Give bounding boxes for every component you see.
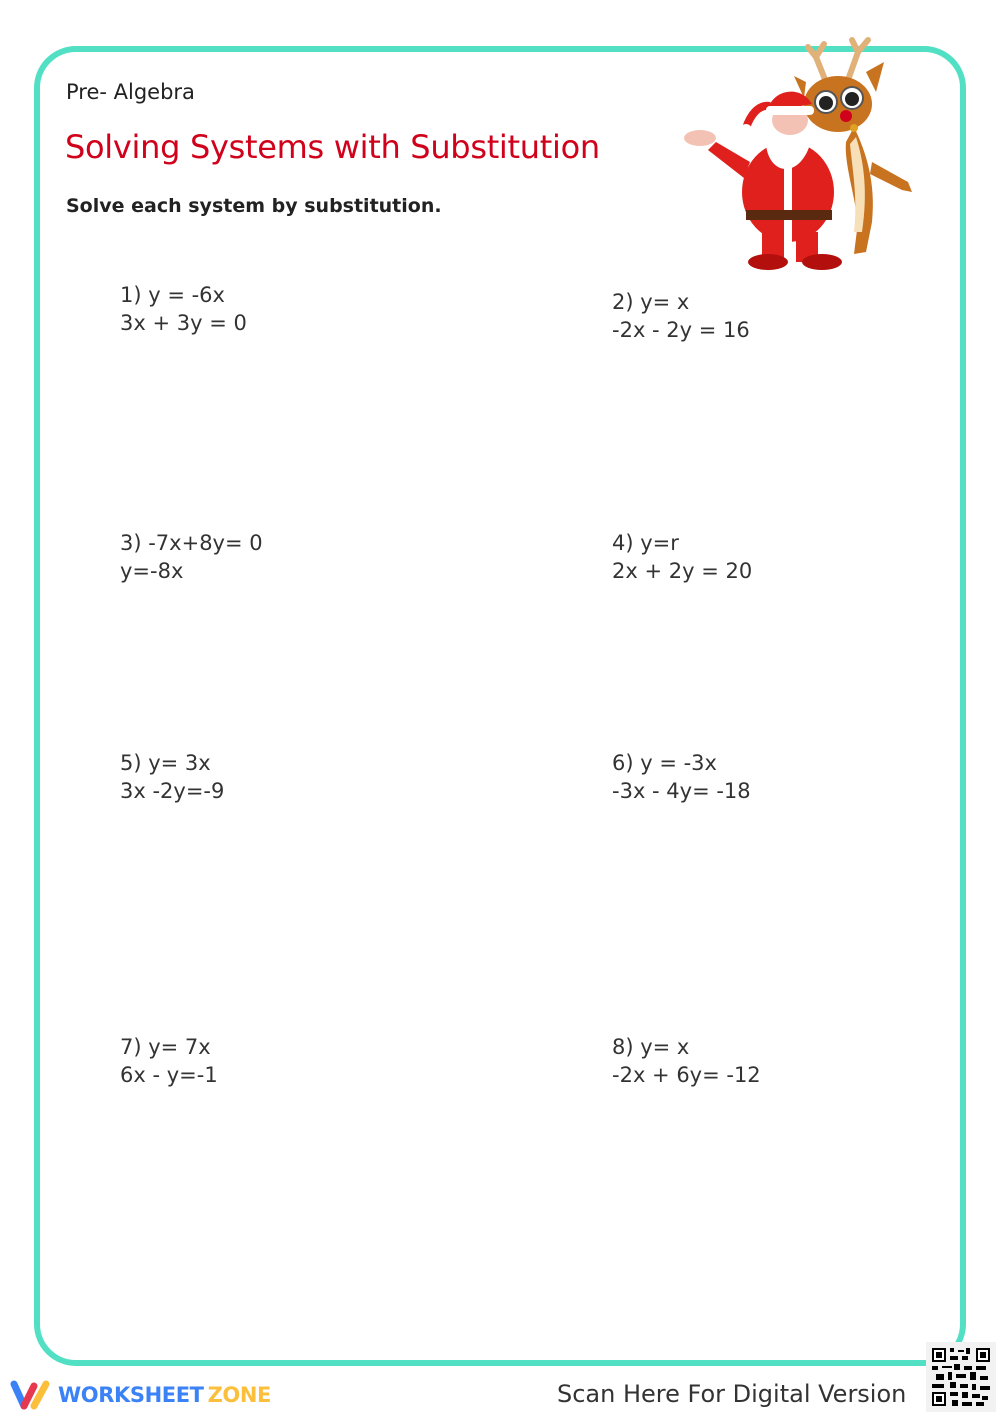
problem-4-equation-1: 4) y=r xyxy=(612,531,679,555)
problem-8-equation-2: -2x + 6y= -12 xyxy=(612,1063,761,1087)
problem-1 xyxy=(120,281,247,337)
qr-code-icon xyxy=(932,1348,990,1406)
subject-label: Pre- Algebra xyxy=(66,80,195,104)
problem-3-equation-2: y=-8x xyxy=(120,559,184,583)
problem-2-equation-2: -2x - 2y = 16 xyxy=(612,318,750,342)
santa-reindeer-illustration xyxy=(676,32,921,272)
problem-2-equation-1: 2) y= x xyxy=(612,290,690,314)
problem-6-equation-2: -3x - 4y= -18 xyxy=(612,779,751,803)
problem-7-equation-1: 7) y= 7x xyxy=(120,1035,211,1059)
scan-instruction: Scan Here For Digital Version xyxy=(557,1380,907,1408)
problem-4-equation-2: 2x + 2y = 20 xyxy=(612,559,753,583)
problem-6 xyxy=(612,749,751,805)
problem-4 xyxy=(612,529,752,585)
problem-1-equation-2: 3x + 3y = 0 xyxy=(120,311,247,335)
problem-5 xyxy=(120,749,224,805)
problem-1-equation-1: 1) y = -6x xyxy=(120,283,225,307)
problem-2 xyxy=(612,288,750,344)
problem-8-equation-1: 8) y= x xyxy=(612,1035,690,1059)
qr-code[interactable] xyxy=(926,1342,996,1412)
problem-6-equation-1: 6) y = -3x xyxy=(612,751,717,775)
problem-8 xyxy=(612,1033,761,1089)
worksheetzone-w-icon xyxy=(8,1378,52,1412)
problem-5-equation-2: 3x -2y=-9 xyxy=(120,779,225,803)
problem-7-equation-2: 6x - y=-1 xyxy=(120,1063,218,1087)
problem-7 xyxy=(120,1033,218,1089)
santa-reindeer-icon xyxy=(676,32,921,272)
worksheet-title: Solving Systems with Substitution xyxy=(65,128,600,166)
problem-3 xyxy=(120,529,263,585)
brand-worksheet: WORKSHEET xyxy=(58,1383,204,1407)
brand-zone: ZONE xyxy=(207,1383,271,1407)
worksheetzone-logo[interactable] xyxy=(8,1378,271,1412)
problem-5-equation-1: 5) y= 3x xyxy=(120,751,211,775)
instructions: Solve each system by substitution. xyxy=(66,195,442,217)
problem-3-equation-1: 3) -7x+8y= 0 xyxy=(120,531,263,555)
